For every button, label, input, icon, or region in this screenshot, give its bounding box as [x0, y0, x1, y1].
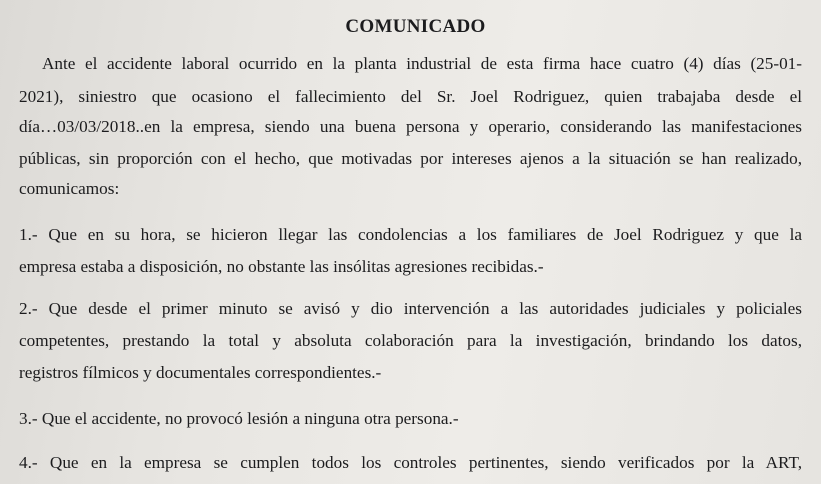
- intro-line-5: comunicamos:: [19, 179, 120, 198]
- intro-line-4: públicas, sin proporción con el hecho, que motivadas por intereses ajenos a la situación se han realizado,: [19, 149, 802, 168]
- point-2-line-1: 2.- Que desde el primer minuto se avisó y dio intervención a las autoridades judiciales y policiales: [19, 299, 802, 318]
- point-2-line-2: competentes, prestando la total y absoluta colaboración para la investigación, brindando los datos,: [19, 331, 802, 350]
- point-2-line-3: registros fílmicos y documentales correspondientes.-: [19, 363, 382, 382]
- intro-line-2: 2021), siniestro que ocasiono el fallecimiento del Sr. Joel Rodriguez, quien trabajaba desde el: [19, 87, 802, 106]
- point-3-line-1: 3.- Que el accidente, no provocó lesión a ninguna otra persona.-: [19, 409, 459, 428]
- point-1-line-2: empresa estaba a disposición, no obstante las insólitas agresiones recibidas.-: [19, 257, 544, 276]
- intro-line-1: Ante el accidente laboral ocurrido en la planta industrial de esta firma hace cuatro (4) días (25-01-: [42, 54, 802, 73]
- intro-line-3: día…03/03/2018..en la empresa, siendo una buena persona y operario, considerando las manifestaciones: [19, 117, 802, 136]
- document-title: COMUNICADO: [345, 16, 486, 37]
- point-1-line-1: 1.- Que en su hora, se hicieron llegar las condolencias a los familiares de Joel Rodriguez y que la: [19, 225, 802, 244]
- point-4-line-1: 4.- Que en la empresa se cumplen todos los controles pertinentes, siendo verificados por la ART,: [19, 453, 802, 472]
